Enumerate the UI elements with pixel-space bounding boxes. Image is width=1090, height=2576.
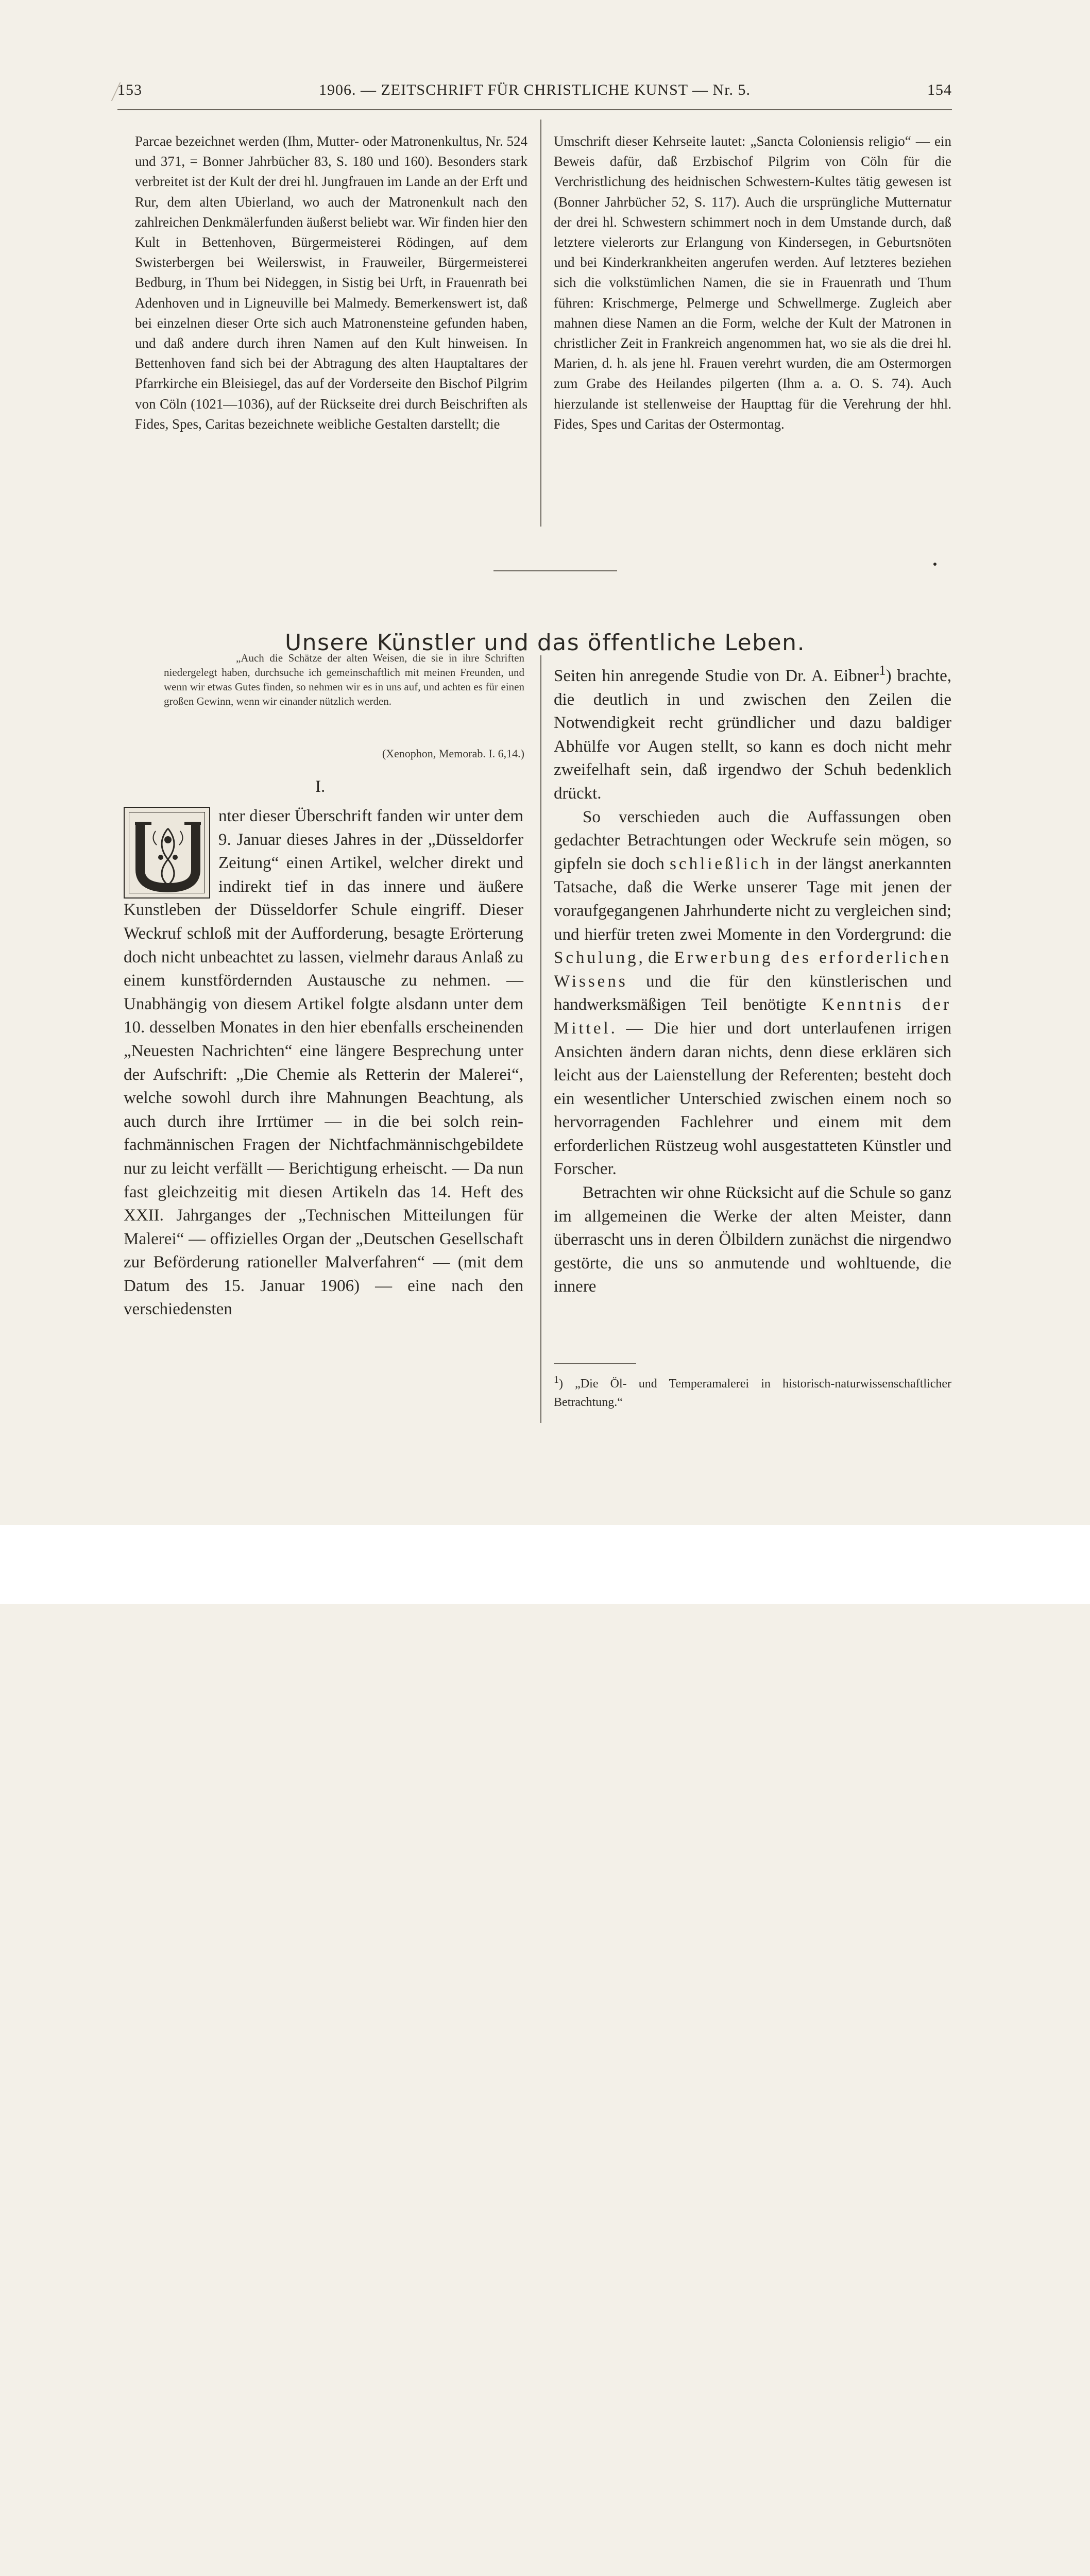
digitization-footer [0, 1525, 1090, 1604]
top-left-column [135, 131, 527, 434]
body-right-paragraph-1: Seiten hin anregende Studie von Dr. A. Eibner$^1$) brachte, die deutlich in und zwischen den Zeilen die Notwendigkeit recht gründlicher und dazu baldiger Abhülfe vor Augen stellt, so kann es doch nicht mehr zweifelhaft sein, daß irgendwo der Schuh bedenklich drückt. [554, 662, 951, 803]
epigraph [164, 651, 524, 708]
body-right-paragraph-3: Betrachten wir ohne Rücksicht auf die Schule so ganz im allgemeinen die Werke der alten Meister, dann überrascht uns in deren Ölbildern zunächst die nirgendwo gestörte, die uns so anmutende und wohltuende, die innere [554, 1183, 951, 1296]
epigraph-text: „Auch die Schätze der alten Weisen, die sie in ihre Schriften niedergelegt haben, durchsuche ich gemeinschaftlich mit meinen Freunden, und wenn wir etwas Gutes finden, so nehmen wir es in uns auf, und achten es für einen großen Gewinn, wenn wir einander nützlich werden. [164, 652, 524, 707]
body-left-column [124, 805, 523, 1321]
journal-header: 1906. — ZEITSCHRIFT FÜR CHRISTLICHE KUNST — Nr. 5. [318, 81, 751, 98]
running-header [117, 81, 952, 106]
footnote: $^1$) „Die Öl- und Temperamalerei in historisch-naturwissenschaftlicher Betrachtung.“ [554, 1374, 951, 1409]
initial-u-ornament [125, 808, 211, 900]
column-rule-top [540, 120, 541, 527]
section-divider [493, 570, 617, 571]
top-right-paragraph: Umschrift dieser Kehrseite lautet: „Sancta Coloniensis religio“ — ein Beweis dafür, daß Erzbischof Pilgrim von Cöln für die Verchristlichung des heidnischen Schwestern-Kultes tätig gewesen ist (Bonner Jahrbücher 52, S. 117). Auch die ursprüngliche Mutternatur der drei hl. Schwestern schimmert noch in dem Umstande durch, daß letztere vielerorts zur Erlangung von Kindersegen, in Geburtsnöten und bei Kinderkrankheiten angerufen werden. Auf letzteres beziehen sich die volkstümlichen Namen, die sie in Frauenrath und Thum führen: Krischmerge, Pelmerge und Schwellmerge. Zugleich aber mahnen diese Namen an die Form, welche der Kult der Matronen in christlicher Zeit in Frankreich angenommen hat, wo sie als die drei hl. Marien, d. h. als jene hl. Frauen verehrt wurden, die am Ostermorgen zum Grabe des Heilandes pilgerten (Ihm a. a. O. S. 74). Auch hierzulande ist stellenweise der Haupttag für die Verehrung der hhl. Fides, Spes und Caritas der Ostermontag. [554, 133, 951, 432]
epigraph-citation: (Xenophon, Memorab. I. 6,14.) [382, 747, 524, 760]
page-number-right: 154 [927, 81, 952, 98]
ornamental-initial [124, 807, 210, 899]
body-right-paragraph-2: So verschieden auch die Auffassungen oben gedachter Betrachtungen oder Weckrufe sein mögen, so gipfeln sie doch schließlich in der längst anerkannten Tatsache, daß die Werke unserer Tage mit jenen der voraufgegangenen Jahrhunderte nicht zu vergleichen sind; und hierfür treten zwei Momente in den Vordergrund: die Schulung, die Erwerbung des erforderlichen Wissens und die für den künstlerischen und handwerksmäßigen Teil benötigte Kenntnis der Mittel. — Die hier und dort unterlaufenen irrigen Ansichten ändern daran nichts, denn diese erklären sich leicht aus der Laienstellung der Referenten; besteht doch ein wesentlicher Unterschied zwischen einem noch so hervorragenden Fachlehrer und einem mit dem erforderlichen Rüstzeug wohl ausgestatteten Künstler und Forscher. [554, 807, 952, 1179]
body-right-column [554, 658, 951, 1299]
section-number: I. [315, 777, 326, 796]
footnote-ref: 1 [878, 662, 886, 678]
top-left-paragraph: Parcae bezeichnet werden (Ihm, Mutter- oder Matronenkultus, Nr. 524 und 371, = Bonner Jahrbücher 83, S. 180 und 160). Besonders stark verbreitet ist der Kult der drei hl. Jungfrauen im Lande an der Erft und Rur, dem alten Ubierland, wo auch der Matronenkult nach den zahlreichen Denkmälerfunden äußerst beliebt war. Wir finden hier den Kult in Bettenhoven, Bürgermeisterei Rödingen, auf dem Swisterbergen bei Weilerswist, in Frauweiler, Bürgermeisterei Bedburg, in Thum bei Nideggen, in Sistig bei Urft, in Frauenrath bei Adenhoven und in Ligneuville bei Malmedy. Bemerkenswert ist, daß bei einzelnen dieser Orte sich auch Matronensteine gefunden haben, und daß andere durch ihren Namen auf den Kult hinweisen. In Bettenhoven fand sich bei der Abtragung des alten Hauptaltares der Pfarrkirche ein Bleisiegel, das auf der Vorderseite den Bischof Pilgrim von Cöln (1021—1036), auf der Rückseite drei durch Beischriften als Fides, Spes, Caritas bezeichnete weibliche Gestalten darstellt; die [135, 133, 527, 432]
page-number-left: 153 [117, 81, 142, 98]
body-left-paragraph: nter dieser Überschrift fanden wir unter dem 9. Januar dieses Jahres in der „Düsseldorfer Zeitung“ einen Artikel, welcher direkt und indirekt tief in das innere und äußere Kunstleben der Düsseldorfer Schule eingriff. Dieser Weckruf schloß mit der Aufforderung, besagte Erörterung doch nicht unbeachtet zu lassen, vielmehr daraus Anlaß zu einem kunstfördernden Austausche zu nehmen. — Unabhängig von diesem Artikel folgte alsdann unter dem 10. desselben Monates in den hier ebenfalls erscheinenden „Neuesten Nachrichten“ eine längere Besprechung unter der Aufschrift: „Die Chemie als Retterin der Malerei“, welche sowohl durch ihre Mahnungen Beachtung, als auch durch ihre Irrtümer — in die bei solch rein-fachmännischen Fragen der Nichtfachmännischgebildete nur zu leicht verfällt — Berichtigung erheischt. — Da nun fast gleichzeitig mit diesen Artikeln das 14. Heft des XXII. Jahrganges der „Technischen Mitteilungen für Malerei“ — offizielles Organ der „Deutschen Gesellschaft zur Beförderung rationeller Malverfahren“ — (mit dem Datum des 15. Januar 1906) — eine nach den verschiedensten [124, 807, 523, 1319]
article-title: Unsere Künstler und das öffentliche Leben. [284, 630, 806, 656]
top-right-column [554, 131, 951, 434]
header-rule [117, 109, 952, 110]
ink-speck [933, 563, 936, 566]
footnote-rule [554, 1363, 636, 1364]
column-rule-bottom [540, 655, 541, 1423]
